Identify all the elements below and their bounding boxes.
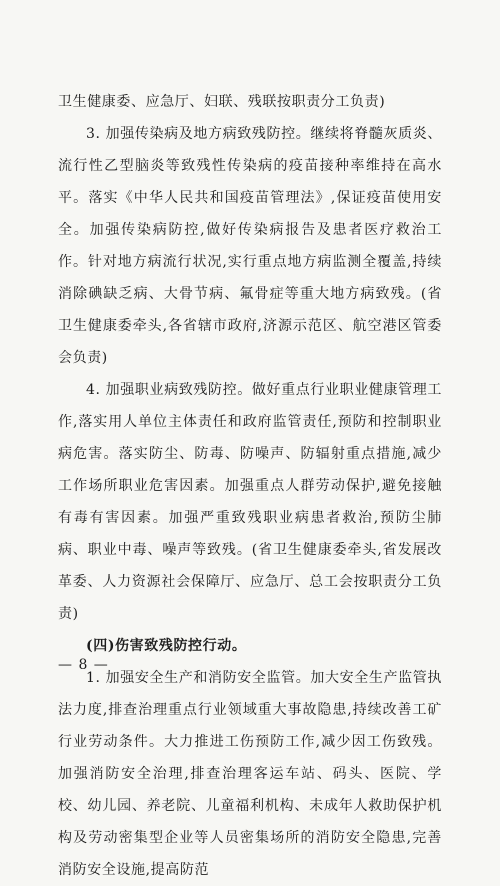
section-heading: (四)伤害致残防控行动。 [86,638,247,654]
page-number: — 8 — [58,657,109,673]
paragraph-item-3: 3. 加强传染病及地方病致残防控。继续将脊髓灰质炎、流行性乙型脑炎等致残性传染病的疫苗接种率维持在高水平。落实《中华人民共和国疫苗管理法》,保证疫苗使用安全。加强传染病防控,做好传染病报告及患者医疗救治工作。针对地方病流行状况,实行重点地方病监测全覆盖,持续消除碘缺乏病、大骨节病、氟骨症等重大地方病致残。(省卫生健康委牵头,各省辖市政府,济源示范区、航空港区管委会负责) [58,126,442,366]
document-body [58,86,442,886]
paragraph-item-4: 4. 加强职业病致残防控。做好重点行业职业健康管理工作,落实用人单位主体责任和政府监管责任,预防和控制职业病危害。落实防尘、防毒、防噪声、防辐射重点措施,减少工作场所职业危害因素。加强重点人群劳动保护,避免接触有毒有害因素。加强严重致残职业病患者救治,预防尘肺病、职业中毒、噪声等致残。(省卫生健康委牵头,省发展改革委、人力资源社会保障厅、应急厅、总工会按职责分工负责) [58,382,442,622]
paragraph-item-1: 1. 加强安全生产和消防安全监管。加大安全生产监管执法力度,排查治理重点行业领域重大事故隐患,持续改善工矿行业劳动条件。大力推进工伤预防工作,减少因工伤致残。加强消防安全治理,排查治理客运车站、码头、医院、学校、幼儿园、养老院、儿童福利机构、未成年人救助保护机构及劳动密集型企业等人员密集场所的消防安全隐患,完善消防安全设施,提高防范 [58,670,442,878]
paragraph-continuation: 卫生健康委、应急厅、妇联、残联按职责分工负责) [58,94,386,110]
